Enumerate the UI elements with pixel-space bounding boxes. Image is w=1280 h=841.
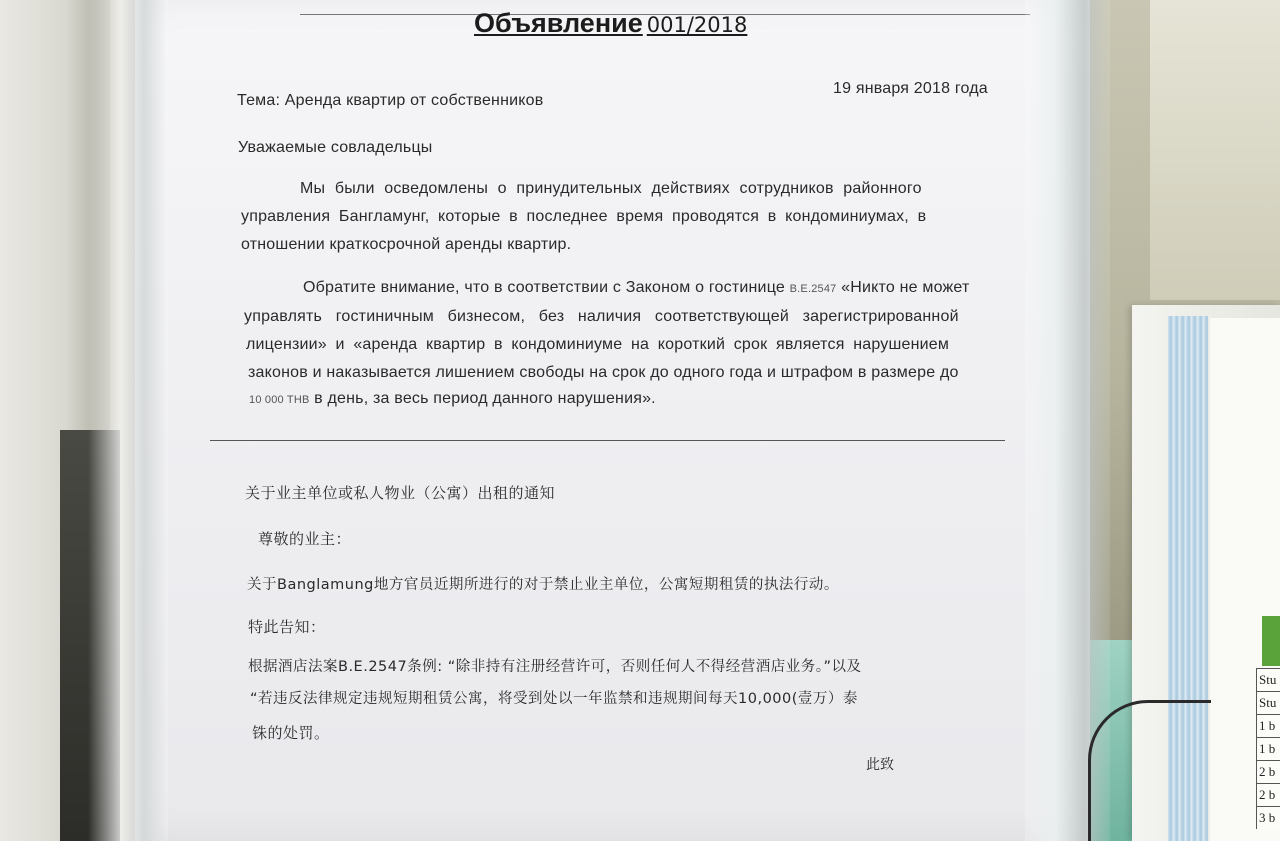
brochure-table [1256, 668, 1280, 829]
title-word: Объявление [474, 8, 643, 38]
p2-line-1 [303, 279, 970, 297]
law-reference: B.E.2547 [789, 283, 837, 295]
brochure-row: Stu [1256, 691, 1280, 714]
brochure-row: 1 b [1256, 714, 1280, 737]
brochure-row: 1 b [1256, 737, 1280, 760]
brochure-row: 2 b [1256, 783, 1280, 806]
cn-line-5: 铢的处罚。 [252, 724, 330, 742]
p2-line-4: законов и наказывается лишением свободы на срок до одного года и штрафом в размере до [248, 364, 959, 381]
window-light [1150, 0, 1280, 300]
cn-line-3: 根据酒店法案B.E.2547条例: “除非持有注册经营许可，否则任何人不得经营酒店业务。”以及 [248, 659, 862, 675]
notice-number: 001/2018 [646, 13, 748, 37]
p2-line-2: управлять гостиничным бизнесом, без наличия соответствующей зарегистрированной [244, 308, 959, 325]
notice-subject: Тема: Аренда квартир от собственников [237, 92, 544, 109]
cn-line-2: 特此告知： [248, 618, 326, 636]
notice-paper [135, 0, 1090, 841]
p2-line-1-tail: «Никто не может [841, 279, 970, 296]
acrylic-stand-left-edge [88, 0, 168, 841]
cn-line-4: “若违反法律规定违规短期租赁公寓，将受到处以一年监禁和违规期间每天10,000(壹万）泰 [250, 691, 858, 707]
cn-line-1: 关于Banglamung地方官员近期所进行的对于禁止业主单位，公寓短期租赁的执法行动。 [247, 577, 839, 593]
brochure-row: 3 b [1256, 806, 1280, 829]
cn-heading: 关于业主单位或私人物业（公寓）出租的通知 [245, 484, 556, 502]
p1-line-3: отношении краткосрочной аренды квартир. [241, 236, 572, 253]
notice-date: 19 января 2018 года [833, 80, 988, 97]
p2-line-5-tail: в день, за весь период данного нарушения». [314, 390, 656, 407]
fine-amount: 10 000 THB [249, 394, 310, 406]
brochure-row: Stu [1256, 668, 1280, 691]
notice-greeting: Уважаемые совладельцы [238, 139, 433, 156]
p2-line-1-main: Обратите внимание, что в соответствии с Законом о гостинице [303, 279, 785, 296]
p2-line-5 [249, 390, 656, 408]
cable [1088, 700, 1211, 841]
acrylic-stand-right-edge [1025, 0, 1110, 841]
section-divider [210, 440, 1005, 441]
p1-line-2: управления Бангламунг, которые в последнее время проводятся в кондоминиумах, в [241, 208, 927, 225]
notice-title [474, 8, 747, 39]
cn-sign-off: 此致 [866, 757, 894, 773]
cn-greeting: 尊敬的业主： [258, 530, 352, 548]
brochure-row: 2 b [1256, 760, 1280, 783]
p1-line-1: Мы были осведомлены о принудительных действиях сотрудников районного [300, 180, 922, 197]
brochure-green-band [1262, 616, 1280, 666]
p2-line-3: лицензии» и «аренда квартир в кондоминиуме на короткий срок является нарушением [246, 336, 950, 353]
